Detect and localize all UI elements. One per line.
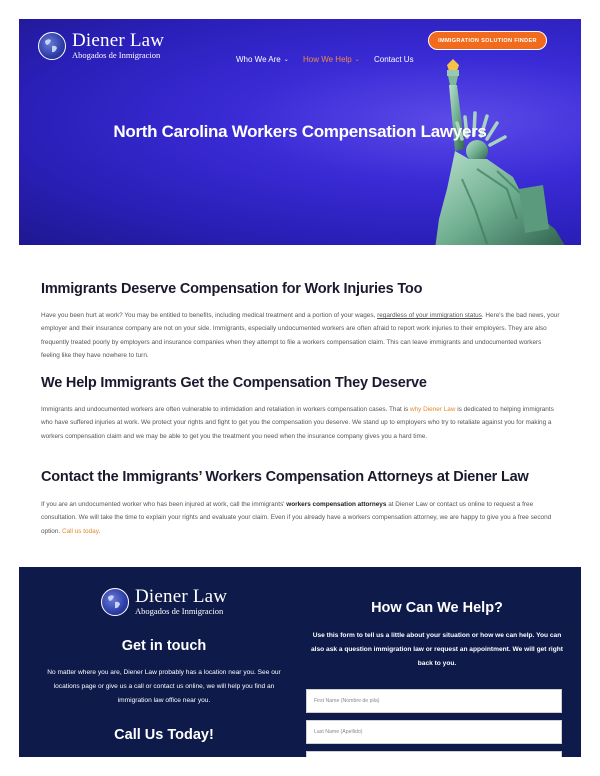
section-heading: Contact the Immigrants’ Workers Compensation Attorneys at Diener Law xyxy=(41,469,529,485)
paragraph-text: is dedicated to helping immigrants who have suffered injuries at work. We protect your rights and fight to get you the compensation you deserve. We stand up to employers who try to retaliate against you for making a workers compensation claim and we may be able to get you the treatment you need when the insurance company gives you a hard time. xyxy=(41,406,554,440)
nav-label: Who We Are xyxy=(236,55,281,64)
call-us-today-link[interactable]: Call us today xyxy=(61,527,99,535)
section-heading: Immigrants Deserve Compensation for Work Injuries Too xyxy=(41,281,423,297)
nav-who-we-are[interactable] xyxy=(236,55,289,64)
paragraph-text: Have you been hurt at work? You may be entitled to benefits, including medical treatment and a portion of your wages, xyxy=(41,312,378,319)
header-logo[interactable] xyxy=(38,31,164,61)
immigration-status-link[interactable]: regardless of your immigration status xyxy=(377,312,482,319)
paragraph-text: . Here's the bad news, your employer and their insurance company are not on your side. Immigrants, especially undocumented workers are often afraid to report work injuries to their employers. They are also frequently treated poorly by employers and insurance companies when they attempt to file a workers compensation claim. This can leave immigrants and undocumented workers feeling like they have nowhere to turn. xyxy=(41,312,560,359)
call-us-heading: Call Us Today! xyxy=(114,727,214,743)
globe-icon xyxy=(38,32,66,60)
bold-text: workers compensation attorneys xyxy=(286,501,387,508)
section-paragraph xyxy=(41,309,560,362)
section-paragraph xyxy=(41,498,560,538)
statue-of-liberty-image xyxy=(417,59,581,245)
page-title: North Carolina Workers Compensation Lawyers xyxy=(113,122,487,141)
chevron-down-icon: ⌄ xyxy=(283,57,289,63)
paragraph-text: Immigrants and undocumented workers are often vulnerable to intimidation and retaliation in workers compensation cases. That is xyxy=(41,406,410,413)
logo-name: Diener Law xyxy=(135,586,228,607)
section-paragraph xyxy=(41,403,560,443)
paragraph-text: at Diener Law or contact us online to request a free consultation. We will take the time to explain your rights and evaluate your claim. Even if you already have a workers compensation attorney, we are happy to give you a free second option. xyxy=(41,501,552,535)
logo-tagline: Abogados de Inmigracion xyxy=(135,606,224,616)
chevron-down-icon: ⌄ xyxy=(354,57,360,63)
nav-label: How We Help xyxy=(303,55,352,64)
paragraph-text: . xyxy=(98,527,101,535)
section-heading: We Help Immigrants Get the Compensation They Deserve xyxy=(41,375,427,391)
paragraph-text: If you are an undocumented worker who has been injured at work, call the immigrants' xyxy=(41,501,287,508)
first-name-input[interactable]: First Name (Nombre de pila) xyxy=(306,689,562,713)
nav-contact-us[interactable] xyxy=(374,55,414,64)
logo-name: Diener Law xyxy=(72,30,165,51)
why-diener-law-link[interactable]: why Diener Law xyxy=(409,406,456,413)
globe-icon xyxy=(101,588,129,616)
get-in-touch-text: No matter where you are, Diener Law probably has a location near you. See our locations page or give us a call or contact us online, we will help you find an immigration law office near you. xyxy=(47,669,281,704)
help-text: Use this form to tell us a little about your situation or how we can help. You can also ask a question immigration law or request an appointment. We will get right back to you. xyxy=(311,632,563,667)
how-can-we-help-heading: How Can We Help? xyxy=(371,600,503,616)
nav-label: Contact Us xyxy=(374,55,414,64)
last-name-input[interactable]: Last Name (Apellido) xyxy=(306,720,562,744)
immigration-solution-finder-button[interactable]: IMMIGRATION SOLUTION FINDER xyxy=(428,31,547,50)
get-in-touch-heading: Get in touch xyxy=(121,638,207,654)
email-input[interactable] xyxy=(306,751,562,757)
nav-how-we-help[interactable] xyxy=(303,55,360,64)
footer-logo[interactable] xyxy=(101,587,227,617)
logo-tagline: Abogados de Inmigracion xyxy=(72,50,161,60)
